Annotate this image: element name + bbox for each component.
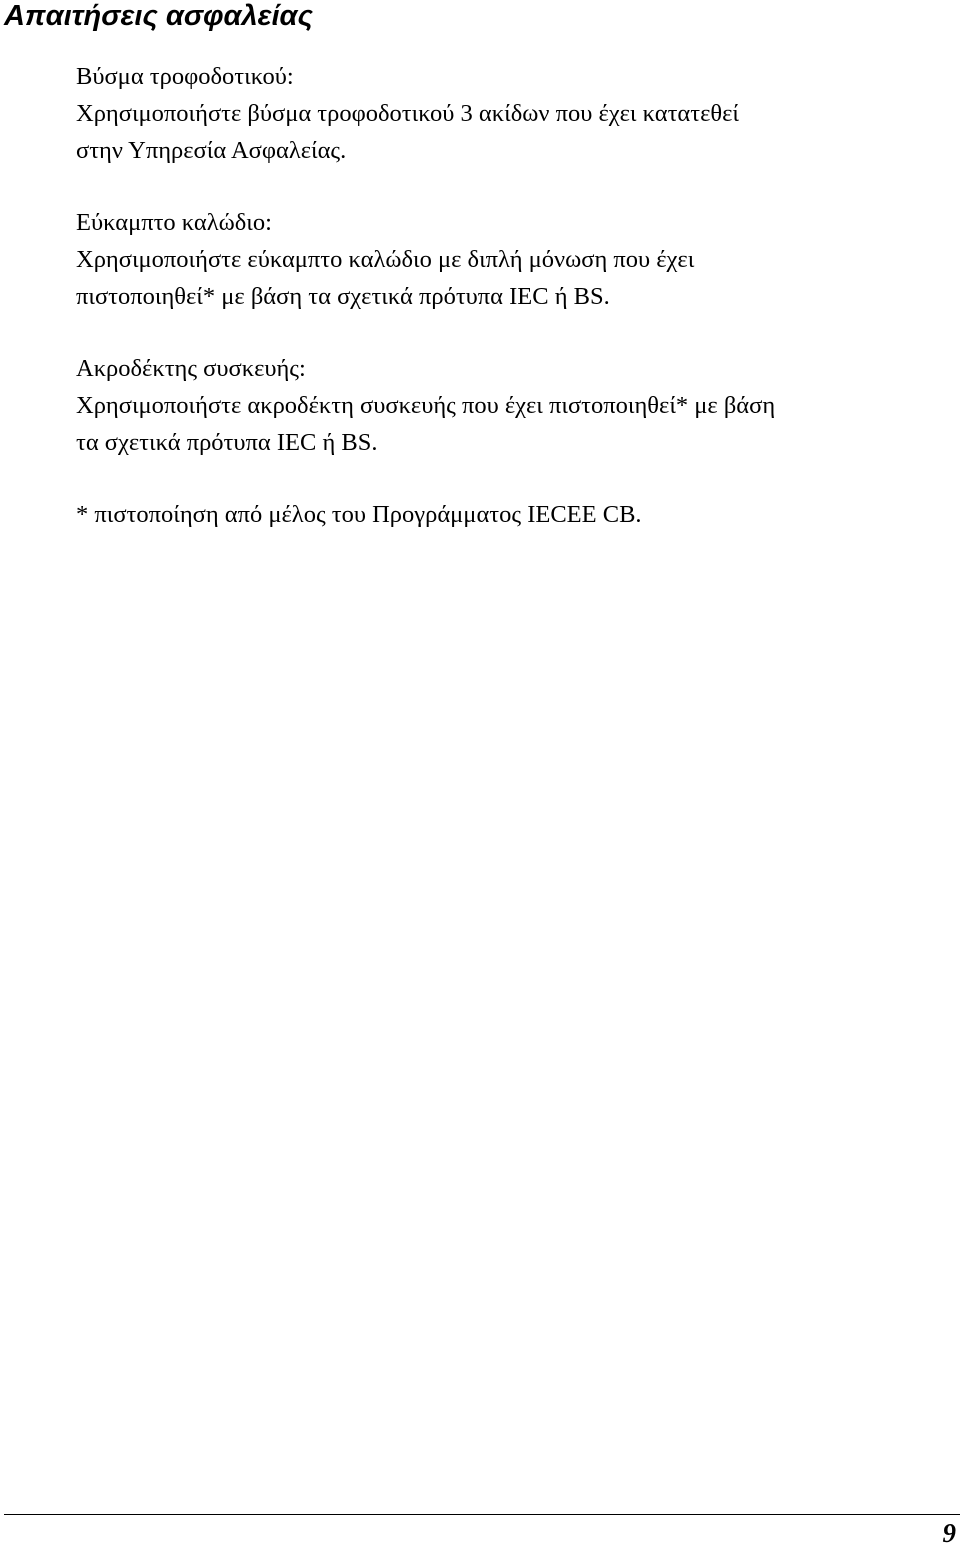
section-text-line: Χρησιμοποιήστε εύκαμπτο καλώδιο με διπλή μόνωση που έχει: [76, 246, 695, 273]
section-text-line: Χρησιμοποιήστε βύσμα τροφοδοτικού 3 ακίδων που έχει κατατεθεί: [76, 100, 740, 127]
section-label: Βύσμα τροφοδοτικού:: [76, 63, 294, 90]
section-flexible-cord: [76, 204, 956, 315]
page-heading: Απαιτήσεις ασφαλείας: [4, 0, 313, 32]
page-number: 9: [942, 1518, 956, 1548]
section-text-line: στην Υπηρεσία Ασφαλείας.: [76, 137, 347, 164]
section-label: Ακροδέκτης συσκευής:: [76, 355, 306, 382]
section-text-line: πιστοποιηθεί* με βάση τα σχετικά πρότυπα IEC ή BS.: [76, 283, 610, 310]
section-text-line: Χρησιμοποιήστε ακροδέκτη συσκευής που έχει πιστοποιηθεί* με βάση: [76, 392, 776, 419]
section-label: Εύκαμπτο καλώδιο:: [76, 209, 272, 236]
section-power-plug: [76, 58, 956, 169]
section-appliance-coupler: [76, 350, 956, 461]
section-text-line: τα σχετικά πρότυπα IEC ή BS.: [76, 429, 378, 456]
footer-rule: [4, 1514, 960, 1515]
document-body: [76, 58, 956, 533]
footnote: * πιστοποίηση από μέλος του Προγράμματος IECEE CB.: [76, 501, 642, 528]
